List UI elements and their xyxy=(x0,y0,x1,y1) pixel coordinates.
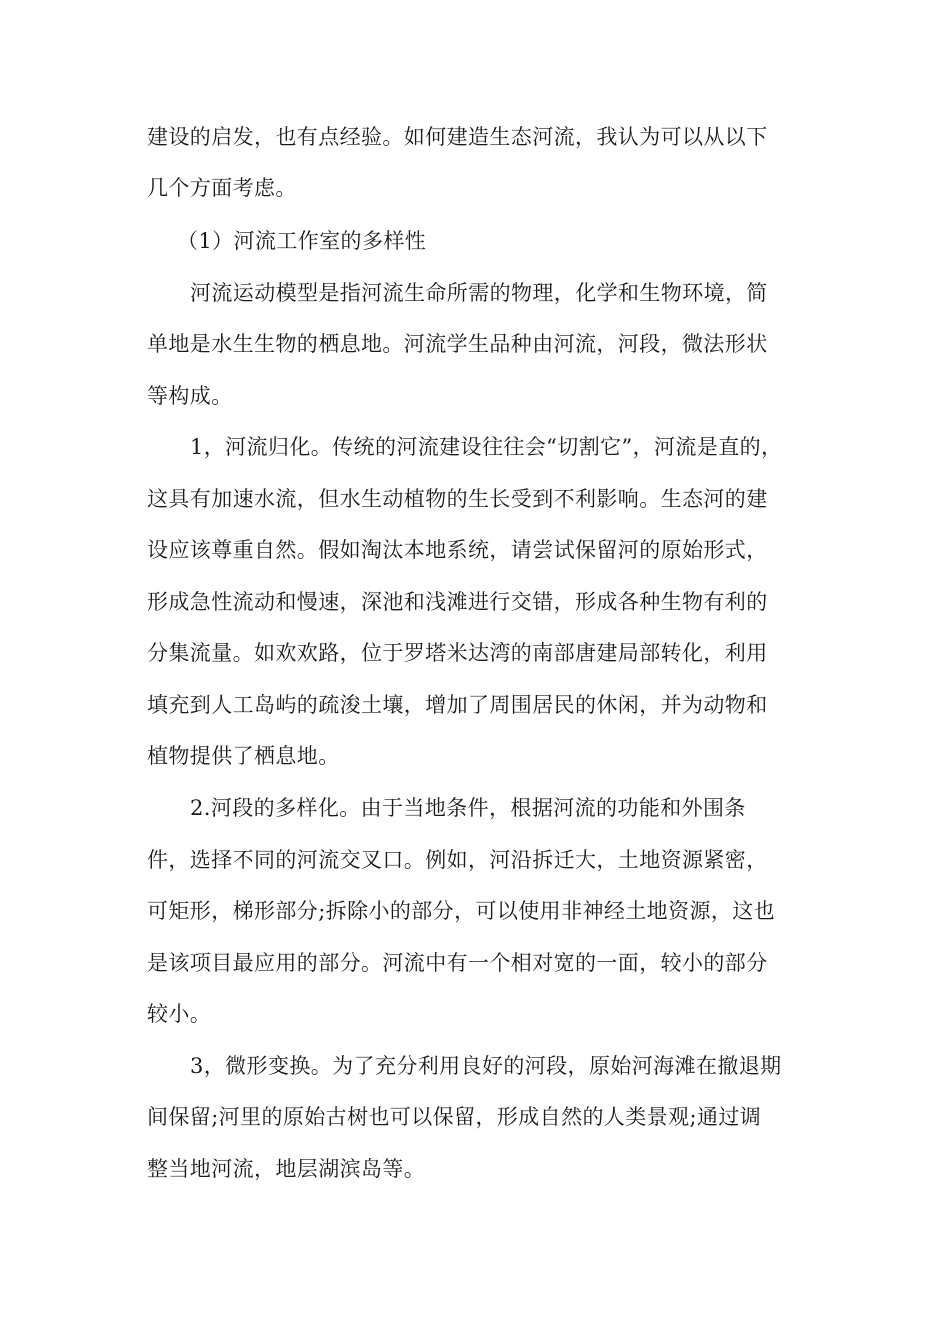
text-line: 是该项目最应用的部分。河流中有一个相对宽的一面，较小的部分 xyxy=(147,951,768,975)
text-line: 件，选择不同的河流交叉口。例如，河沿拆迁大，土地资源紧密， xyxy=(147,848,768,872)
paragraph-first-line: 3，微形变换。为了充分利用良好的河段，原始河海滩在撤退期 xyxy=(190,1054,782,1078)
text-line: 单地是水生生物的栖息地。河流学生品种由河流，河段，微法形状 xyxy=(147,332,768,356)
text-line: 整当地河流，地层湖滨岛等。 xyxy=(147,1157,426,1181)
text-line: 植物提供了栖息地。 xyxy=(147,744,340,768)
text-line: 分集流量。如欢欢路，位于罗塔米达湾的南部唐建局部转化，利用 xyxy=(147,641,768,665)
text-line: 间保留;河里的原始古树也可以保留，形成自然的人类景观;通过调 xyxy=(147,1105,762,1129)
paragraph-first-line: 1，河流归化。传统的河流建设往往会“切割它”，河流是直的， xyxy=(190,435,783,459)
text-line: 设应该尊重自然。假如淘汰本地系统，请尝试保留河的原始形式， xyxy=(147,538,768,562)
text-line: 等构成。 xyxy=(147,384,233,408)
text-line: 几个方面考虑。 xyxy=(147,176,297,200)
text-line: 这具有加速水流，但水生动植物的生长受到不利影响。生态河的建 xyxy=(147,487,768,511)
paragraph-first-line: 2.河段的多样化。由于当地条件，根据河流的功能和外围条 xyxy=(190,796,746,820)
section-heading: （1）河流工作室的多样性 xyxy=(177,229,427,253)
text-line: 较小。 xyxy=(147,1002,212,1026)
text-line: 填充到人工岛屿的疏浚土壤，增加了周围居民的休闲，并为动物和 xyxy=(147,693,768,717)
paragraph-first-line: 河流运动模型是指河流生命所需的物理，化学和生物环境，简 xyxy=(190,281,768,305)
text-line: 形成急性流动和慢速，深池和浅滩进行交错，形成各种生物有利的 xyxy=(147,590,768,614)
text-line: 建设的启发，也有点经验。如何建造生态河流，我认为可以从以下 xyxy=(147,125,768,149)
text-line: 可矩形，梯形部分;拆除小的部分，可以使用非神经土地资源，这也 xyxy=(147,899,776,923)
